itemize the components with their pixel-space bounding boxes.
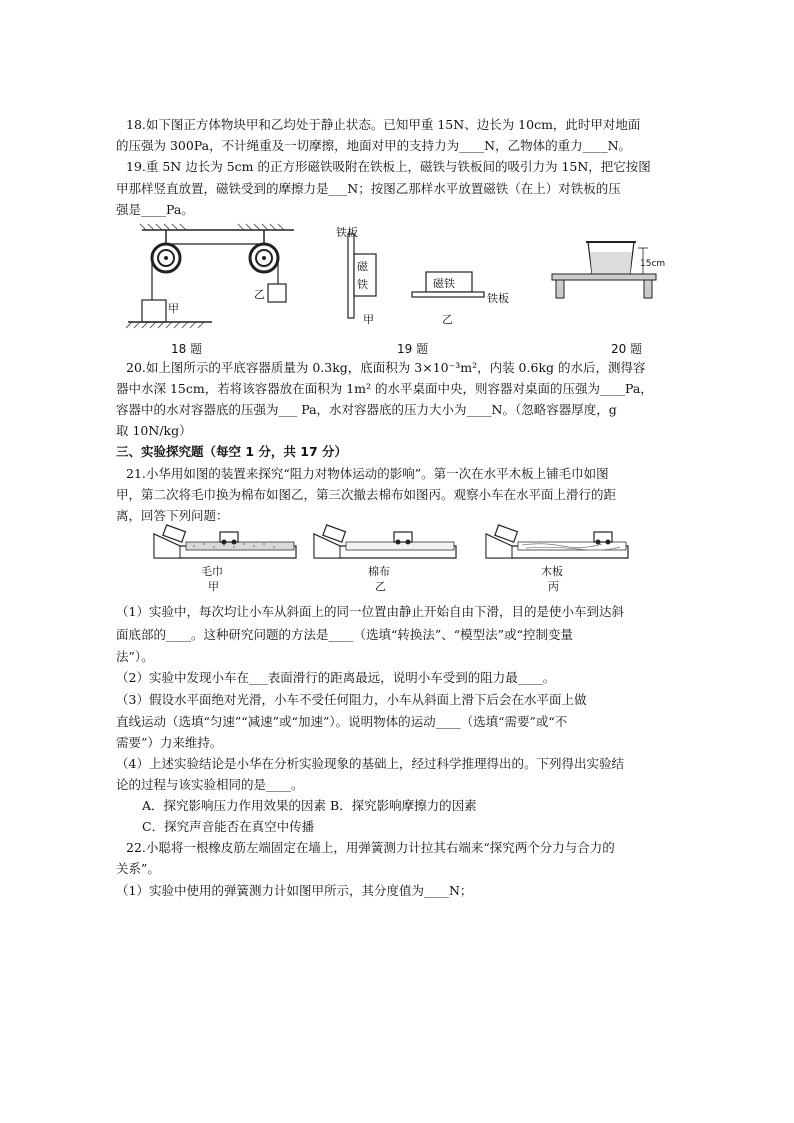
section-3-heading: 三、实验探究题（每空 1 分，共 17 分） [116,444,348,459]
q21-line1: 21.小华用如图的装置来探究“阻力对物体运动的影响”。第一次在水平木板上铺毛巾如图 [126,466,609,481]
q21-options-ab: A．探究影响压力作用效果的因素 B．探究影响摩擦力的因素 [142,798,477,813]
q20-line2: 器中水深 15cm，若将该容器放在面积为 1m² 的水平桌面中央，则容器对桌面的压强为____Pa， [116,381,653,396]
q21-part1-line2: 面底部的____。这种研究问题的方法是____（选填“转换法”、“模型法”或“控制变量 [116,627,573,642]
q22-line1: 22.小聪将一根橡皮筋左端固定在墙上，用弹簧测力计拉其右端来“探究两个分力与合力的 [126,840,615,855]
q18-line2: 的压强为 300Pa，不计绳重及一切摩擦，地面对甲的支持力为____N，乙物体的重力____N。 [116,138,632,153]
q21-part2-line1: （2）实验中发现小车在___表面滑行的距离最远，说明小车受到的阻力最____。 [116,670,556,685]
fig21-label-jia: 甲 [208,580,219,593]
q21-part3-line1: （3）假设水平面绝对光滑，小车不受任何阻力，小车从斜面上滑下后会在水平面上做 [116,692,587,707]
fig21-label-cotton: 棉布 [368,565,390,578]
figure-18-pulley-system [124,222,320,334]
label-magnet-tie: 铁 [357,278,368,291]
fig21-label-wood: 木板 [541,565,563,578]
caption-19: 19 题 [397,342,429,356]
q21-line2: 甲，第二次将毛巾换为棉布如图乙，第三次撤去棉布如图丙。观察小车在水平面上滑行的距 [116,487,617,502]
q21-part4-line1: （4）上述实验结论是小华在分析实验现象的基础上，经过科学推理得出的。下列得出实验结 [116,756,624,771]
figure-21-ramp-cotton [310,522,462,566]
fig21-label-towel: 毛巾 [201,565,223,578]
q21-part4-line2: 论的过程与该实验相同的是____。 [116,777,304,792]
label-magnet-horizontal: 磁铁 [433,277,455,290]
caption-18: 18 题 [171,342,203,356]
q21-part3-line2: 直线运动（选填“匀速”“减速”或“加速”）。说明物体的运动____（选填“需要”或“不 [116,714,568,729]
fig21-label-yi: 乙 [375,580,386,593]
fig21-label-bing: 丙 [548,580,559,593]
q19-line2: 甲那样竖直放置，磁铁受到的摩擦力是___N；按图乙那样水平放置磁铁（在上）对铁板的压 [116,181,621,196]
q21-part1-line1: （1）实验中，每次均让小车从斜面上的同一位置由静止开始自由下滑，目的是使小车到达斜 [116,604,624,619]
label-iron-plate-b: 铁板 [487,292,509,305]
q22-part1-line1: （1）实验中使用的弹簧测力计如图甲所示，其分度值为____N； [116,883,473,898]
q20-line1: 20.如上图所示的平底容器质量为 0.3kg，底面积为 3×10⁻³m²，内装 0.6kg 的水后，测得容 [126,360,646,375]
q20-line3: 容器中的水对容器底的压强为___ Pa，水对容器底的压力大小为____N。（忽略容器厚度，g [116,402,617,417]
q21-line3: 离，回答下列问题： [116,508,229,523]
label-height-15cm: 15cm [640,259,666,269]
caption-20: 20 题 [611,342,643,356]
q21-part1-line3: 法”）。 [116,649,154,664]
q21-option-c: C．探究声音能否在真空中传播 [142,819,315,834]
q20-line4: 取 10N/kg） [116,423,192,438]
q22-line2: 关系”。 [116,861,160,876]
q19-line3: 强是____Pa。 [116,202,194,217]
label-yi: 乙 [254,288,265,301]
label-magnet-ci: 磁 [357,260,368,273]
q19-line1: 19.重 5N 边长为 5cm 的正方形磁铁吸附在铁板上，磁铁与铁板间的吸引力为 15N，把它按图 [126,159,651,174]
q21-part3-line3: 需要”）力来维持。 [116,735,223,750]
label-jia: 甲 [168,302,179,315]
label-iron-plate-a: 铁板 [336,226,358,239]
q18-line1: 18.如下图正方体物块甲和乙均处于静止状态。已知甲重 15N、边长为 10cm，此时甲对地面 [126,117,641,132]
label-jia-19: 甲 [363,313,374,326]
figure-21-ramp-towel [150,522,302,566]
label-yi-19: 乙 [442,313,453,326]
figure-21-ramp-wood [482,522,634,566]
